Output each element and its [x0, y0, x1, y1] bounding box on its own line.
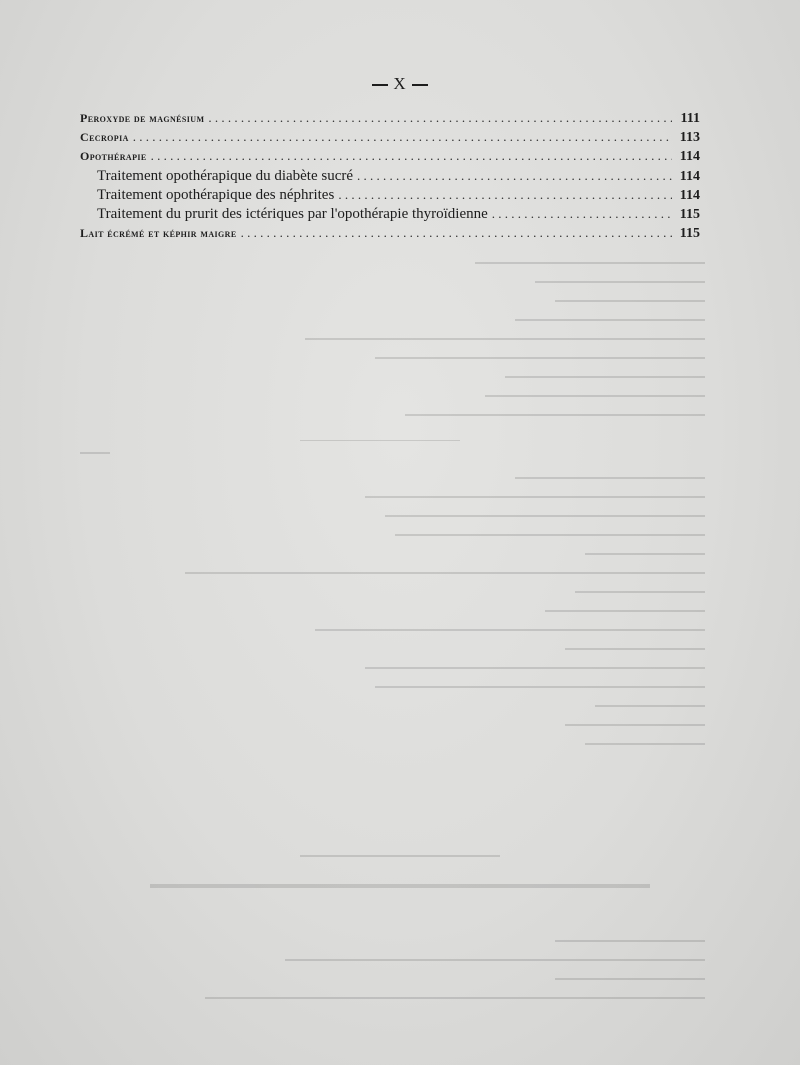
toc-subentry-title: Traitement du prurit des ictériques par l'opothérapie thyroïdienne	[97, 205, 488, 222]
toc-subentry-page: 115	[679, 206, 700, 222]
toc-entry	[80, 127, 700, 146]
toc-subentry	[80, 166, 700, 185]
toc-subentry-page: 114	[679, 168, 700, 184]
toc-entry-page: 115	[679, 226, 700, 242]
header-dash-right	[412, 84, 428, 86]
toc-subentry-title: Traitement opothérapique du diabète sucré	[97, 167, 354, 184]
toc-entry	[80, 108, 700, 127]
dot-leader	[338, 185, 672, 204]
toc-entry-title: Opothérapie	[80, 149, 147, 164]
toc-subentry-title: Traitement opothérapique des néphrites	[97, 186, 335, 203]
table-of-contents	[80, 108, 700, 242]
page-number-roman: X	[393, 74, 407, 93]
header-dash-left	[372, 84, 388, 86]
toc-subentry	[80, 185, 700, 204]
toc-entry-page: 114	[679, 149, 700, 165]
dot-leader	[133, 127, 672, 146]
toc-subentry	[80, 204, 700, 223]
toc-entry-page: 113	[679, 130, 700, 146]
dot-leader	[151, 146, 672, 165]
toc-entry	[80, 146, 700, 165]
toc-entry-page: 111	[680, 111, 700, 126]
toc-entry-title: Cecropia	[80, 130, 129, 145]
toc-entry-title: Peroxyde de magnésium	[80, 111, 205, 125]
page-header	[0, 74, 800, 94]
dot-leader	[241, 223, 672, 242]
toc-entry	[80, 223, 700, 242]
toc-subentry-page: 114	[679, 187, 700, 203]
dot-leader	[492, 204, 672, 223]
dot-leader	[208, 108, 672, 127]
dot-leader	[357, 166, 672, 185]
toc-entry-title: Lait écrémé et képhir maigre	[80, 226, 237, 241]
